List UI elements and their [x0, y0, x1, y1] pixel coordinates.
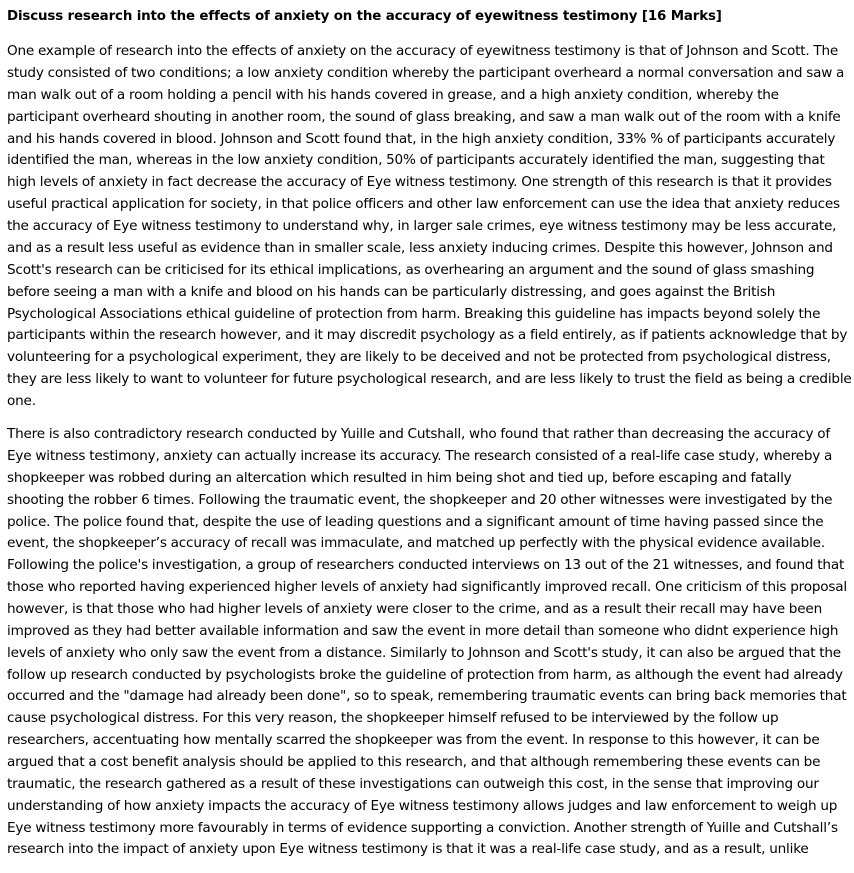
paragraph-line: the accuracy of Eye witness testimony to understand why, in larger sale crimes, eye witness testimony may be less accurate, — [7, 218, 837, 235]
paragraph-line: Psychological Associations ethical guideline of protection from harm. Breaking this guideline has impacts beyond solely the — [7, 305, 821, 322]
paragraph-line: cause psychological distress. For this very reason, the shopkeeper himself refused to be interviewed by the follow up — [7, 710, 779, 727]
paragraph-line: Scott's research can be criticised for its ethical implications, as overhearing an argument and the sound of glass smashing — [7, 261, 815, 278]
paragraph-line: occurred and the "damage had already been done", so to speak, remembering traumatic events can bring back memories that — [7, 688, 847, 705]
paragraph-line: One example of research into the effects of anxiety on the accuracy of eyewitness testimony is that of Johnson and Scott. The — [7, 43, 839, 60]
paragraph-line: and his hands covered in blood. Johnson and Scott found that, in the high anxiety condition, 33% % of participants accurately — [7, 130, 836, 147]
paragraph-line: and as a result less useful as evidence than in smaller scale, less anxiety inducing crimes. Despite this however, Johnson and — [7, 239, 833, 256]
paragraph-line: There is also contradictory research conducted by Yuille and Cutshall, who found that rather than decreasing the accuracy of — [7, 426, 831, 443]
paragraph-line: traumatic, the research gathered as a result of these investigations can outweigh this cost, in the sense that improving our — [7, 775, 819, 792]
paragraph-line: police. The police found that, despite the use of leading questions and a significant amount of time having passed since the — [7, 513, 824, 530]
paragraph-line: one. — [7, 392, 36, 409]
paragraph-line: volunteering for a psychological experiment, they are likely to be deceived and not be protected from psychological distress, — [7, 349, 831, 366]
paragraph-line: Eye witness testimony, anxiety can actually increase its accuracy. The research consisted of a real-life case study, whereby a — [7, 447, 833, 464]
essay-body — [7, 41, 854, 861]
paragraph-line: high levels of anxiety in fact decrease the accuracy of Eye witness testimony. One strength of this research is that it provides — [7, 174, 832, 191]
paragraph-line: Following the police's investigation, a group of researchers conducted interviews on 13 out of the 21 witnesses, and found that — [7, 557, 845, 574]
paragraph-line: improved as they had better available information and saw the event in more detail than someone who didnt experience high — [7, 622, 839, 639]
paragraph-line: they are less likely to want to volunteer for future psychological research, and are less likely to trust the field as being a credible — [7, 371, 852, 388]
essay-title: Discuss research into the effects of anxiety on the accuracy of eyewitness testimony [16 Marks] — [7, 9, 722, 24]
paragraph-line: understanding of how anxiety impacts the accuracy of Eye witness testimony allows judges and law enforcement to weigh up — [7, 797, 838, 814]
paragraph-line: however, is that those who had higher levels of anxiety were closer to the crime, and as a result their recall may have been — [7, 600, 822, 617]
paragraph-line: Eye witness testimony more favourably in terms of evidence supporting a conviction. Another strength of Yuille and Cutshall’s — [7, 819, 838, 836]
essay-paragraph — [7, 41, 854, 413]
document-page — [7, 6, 854, 873]
paragraph-line: levels of anxiety who only saw the event from a distance. Similarly to Johnson and Scott's study, it can also be argued that the — [7, 644, 841, 661]
paragraph-line: man walk out of a room holding a pencil with his hands covered in grease, and a high anxiety condition, whereby the — [7, 86, 779, 103]
paragraph-line: shopkeeper was robbed during an altercation which resulted in him being shot and tied up, before escaping and fatally — [7, 469, 792, 486]
paragraph-line: participants within the research however, and it may discredit psychology as a field entirely, as if patients acknowledge that by — [7, 327, 848, 344]
paragraph-line: shooting the robber 6 times. Following the traumatic event, the shopkeeper and 20 other witnesses were investigated by the — [7, 491, 833, 508]
paragraph-line: those who reported having experienced higher levels of anxiety had significantly improved recall. One criticism of this proposal — [7, 579, 848, 596]
paragraph-line: identified the man, whereas in the low anxiety condition, 50% of participants accurately identified the man, suggesting that — [7, 152, 825, 169]
essay-paragraph — [7, 424, 854, 861]
paragraph-line: follow up research conducted by psychologists broke the guideline of protection from harm, as although the event had already — [7, 666, 843, 683]
paragraph-line: useful practical application for society, in that police officers and other law enforcement can use the idea that anxiety reduces — [7, 196, 840, 213]
paragraph-line: participant overheard shouting in another room, the sound of glass breaking, and saw a man walk out of the room with a knife — [7, 108, 841, 125]
paragraph-line: before seeing a man with a knife and blood on his hands can be particularly distressing, and goes against the British — [7, 283, 776, 300]
paragraph-line: researchers, accentuating how mentally scarred the shopkeeper was from the event. In response to this however, it can be — [7, 732, 820, 749]
paragraph-line: argued that a cost benefit analysis should be applied to this research, and that although remembering these events can be — [7, 753, 821, 770]
paragraph-line: research into the impact of anxiety upon Eye witness testimony is that it was a real-life case study, and as a result, unlike — [7, 841, 809, 858]
paragraph-line: event, the shopkeeper’s accuracy of recall was immaculate, and matched up perfectly with the physical evidence available. — [7, 535, 825, 552]
paragraph-line: study consisted of two conditions; a low anxiety condition whereby the participant overheard a normal conversation and saw a — [7, 65, 845, 82]
